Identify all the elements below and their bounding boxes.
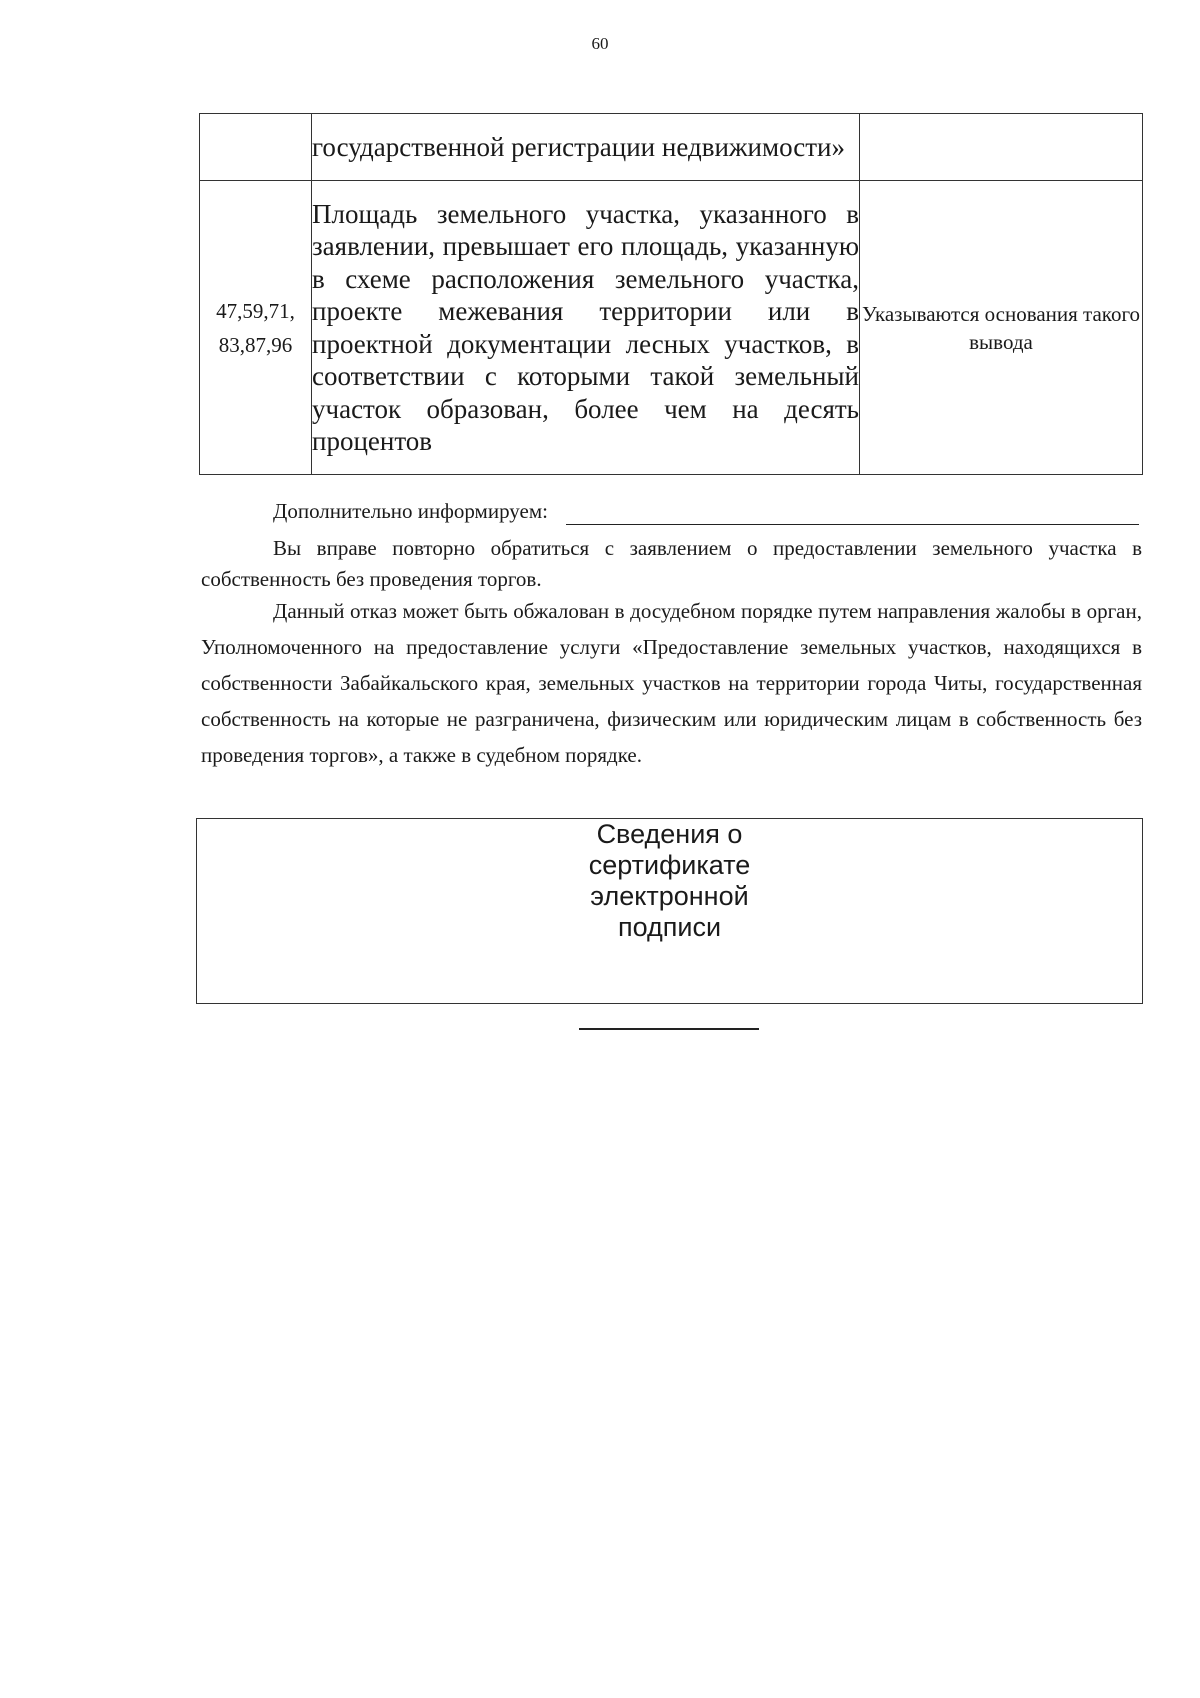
table-row (200, 181, 1143, 475)
reapply-paragraph: Вы вправе повторно обратиться с заявлением о предоставлении земельного участка в собственность без проведения торгов. (201, 536, 1142, 591)
appeal-paragraph: Данный отказ может быть обжалован в досудебном порядке путем направления жалобы в орган, Уполномоченного на предоставление услуги «Предоставление земельных участков, находящихся в собственности Забайкальского края, земельных участков на территории города Читы, государственная собственность на которые не разграничена, физическим или юридическим лицам в собственность без проведения торгов», а также в судебном порядке. (201, 599, 1142, 767)
page-number: 60 (591, 34, 609, 53)
refusal-ground-text: государственной регистрации недвижимости» (312, 114, 860, 181)
explanation-cell: Указываются основания такого вывода (860, 181, 1143, 475)
fill-in-blank (566, 502, 1139, 525)
refusal-grounds-table (199, 113, 1143, 475)
refusal-ground-text: Площадь земельного участка, указанного в заявлении, превышает его площадь, указанную в схеме расположения земельного участка, проекте межевания территории или в проектной документации лесных участков, в соответствии с которыми такой земельный участок образован, более чем на десять процентов (312, 181, 860, 475)
signature-certificate-box (196, 818, 1143, 1004)
end-of-document-rule (579, 1028, 759, 1030)
explanation-cell (860, 114, 1143, 181)
table-row (200, 114, 1143, 181)
clause-numbers-cell (200, 114, 312, 181)
signature-certificate-label: Сведения о сертификате электронной подписи (588, 819, 751, 942)
additional-info-label: Дополнительно информируем: (273, 499, 548, 523)
additional-info-line (201, 497, 1142, 525)
clause-numbers-cell: 47,59,71, 83,87,96 (200, 181, 312, 475)
